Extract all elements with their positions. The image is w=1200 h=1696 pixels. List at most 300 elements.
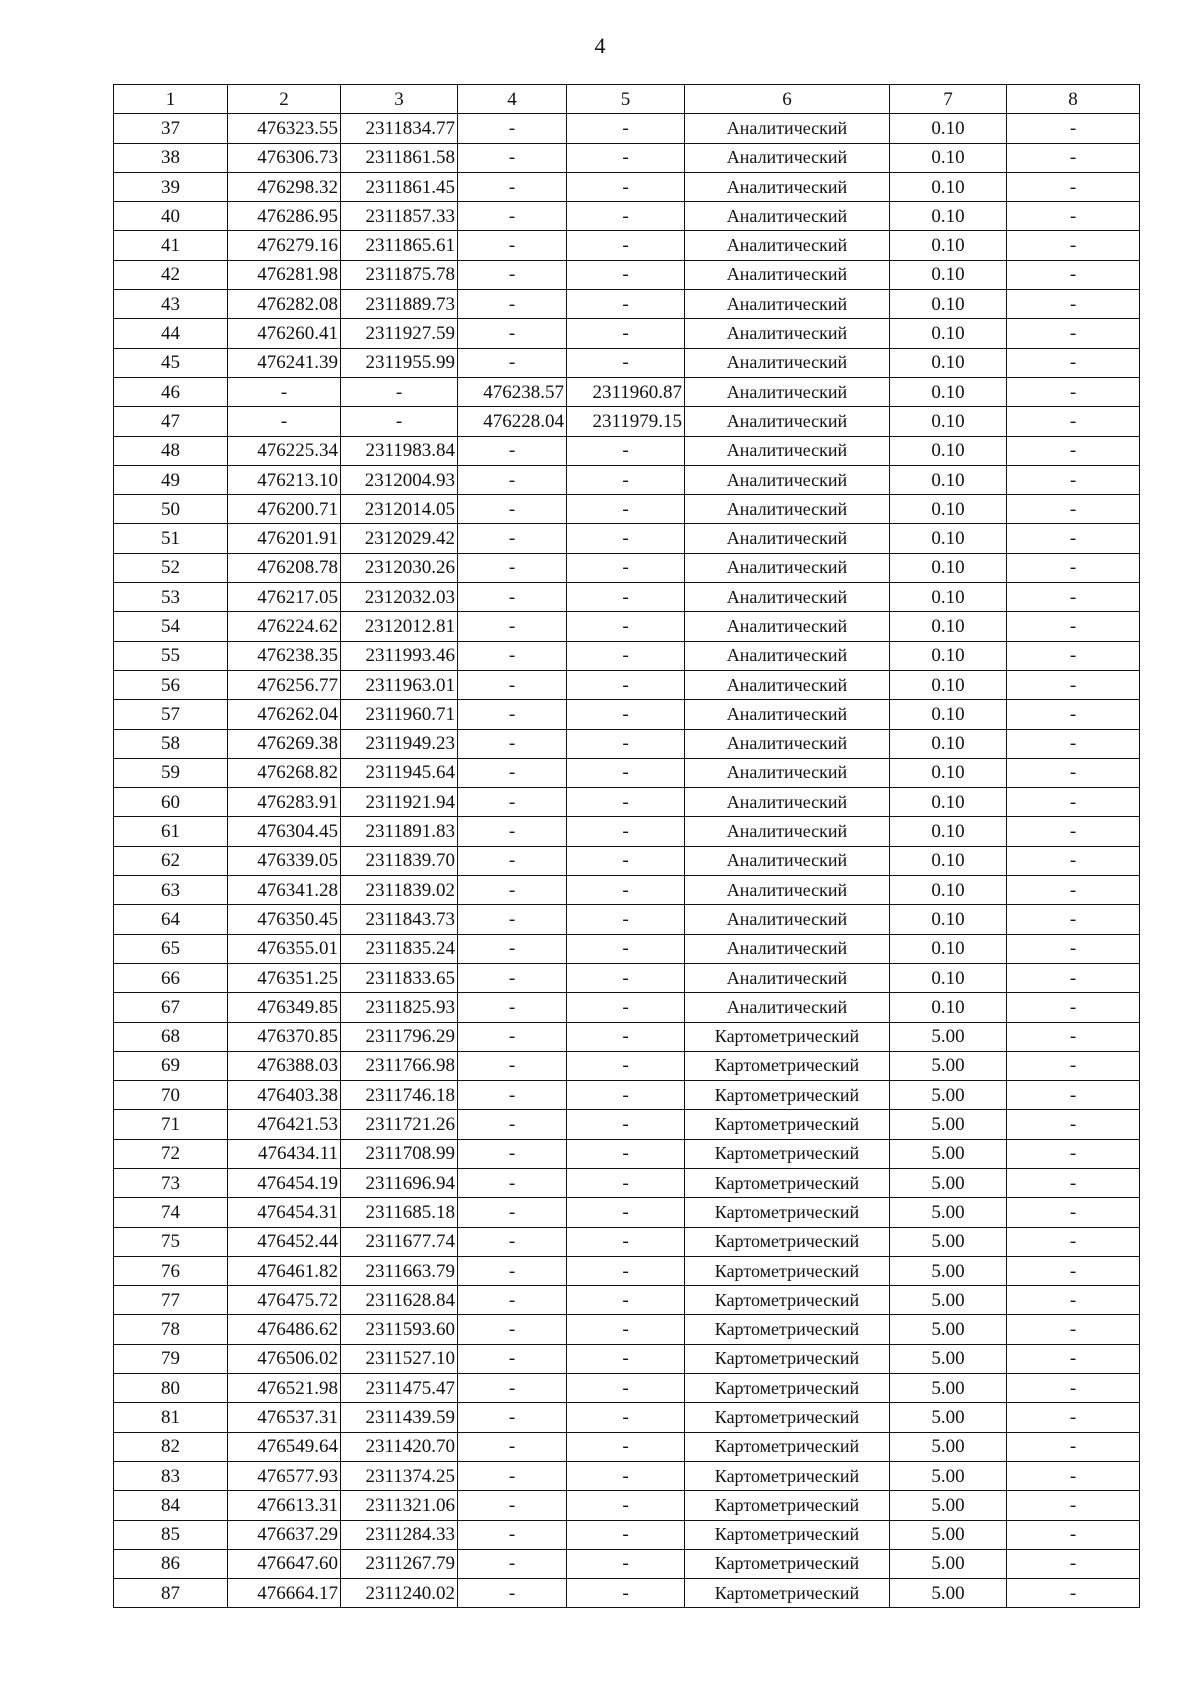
point-number-cell: 58 — [114, 729, 228, 758]
point-number-cell: 75 — [114, 1227, 228, 1256]
note-cell: - — [1007, 846, 1140, 875]
point-number-cell: 74 — [114, 1198, 228, 1227]
method-cell: Аналитический — [685, 114, 890, 143]
y-new-cell: - — [567, 172, 685, 201]
note-cell: - — [1007, 1051, 1140, 1080]
y-coordinate-cell: 2311708.99 — [341, 1139, 458, 1168]
point-number-cell: 40 — [114, 202, 228, 231]
accuracy-cell: 0.10 — [890, 583, 1007, 612]
method-cell: Аналитический — [685, 729, 890, 758]
x-new-cell: - — [458, 1579, 567, 1608]
x-new-cell: - — [458, 1403, 567, 1432]
y-new-cell: 2311960.87 — [567, 377, 685, 406]
table-row — [114, 1198, 1140, 1227]
method-cell: Аналитический — [685, 465, 890, 494]
y-coordinate-cell: 2311240.02 — [341, 1579, 458, 1608]
x-coordinate-cell: 476537.31 — [228, 1403, 341, 1432]
table-row — [114, 1256, 1140, 1285]
accuracy-cell: 5.00 — [890, 1403, 1007, 1432]
note-cell: - — [1007, 1315, 1140, 1344]
x-coordinate-cell: 476279.16 — [228, 231, 341, 260]
point-number-cell: 67 — [114, 993, 228, 1022]
x-new-cell: - — [458, 758, 567, 787]
method-cell: Аналитический — [685, 436, 890, 465]
point-number-cell: 37 — [114, 114, 228, 143]
y-new-cell: - — [567, 1286, 685, 1315]
y-new-cell: - — [567, 1051, 685, 1080]
table-row — [114, 1022, 1140, 1051]
y-coordinate-cell: 2311628.84 — [341, 1286, 458, 1315]
x-coordinate-cell: 476213.10 — [228, 465, 341, 494]
note-cell: - — [1007, 1198, 1140, 1227]
method-cell: Аналитический — [685, 934, 890, 963]
table-row — [114, 231, 1140, 260]
y-new-cell: - — [567, 231, 685, 260]
y-coordinate-cell: 2311374.25 — [341, 1461, 458, 1490]
note-cell: - — [1007, 319, 1140, 348]
table-row — [114, 436, 1140, 465]
x-new-cell: - — [458, 1461, 567, 1490]
table-row — [114, 348, 1140, 377]
table-row — [114, 172, 1140, 201]
x-coordinate-cell: 476521.98 — [228, 1374, 341, 1403]
column-header: 8 — [1007, 85, 1140, 114]
accuracy-cell: 5.00 — [890, 1315, 1007, 1344]
method-cell: Аналитический — [685, 846, 890, 875]
y-coordinate-cell: 2311945.64 — [341, 758, 458, 787]
note-cell: - — [1007, 495, 1140, 524]
column-header: 6 — [685, 85, 890, 114]
column-header: 3 — [341, 85, 458, 114]
x-coordinate-cell: 476208.78 — [228, 553, 341, 582]
method-cell: Аналитический — [685, 260, 890, 289]
method-cell: Аналитический — [685, 700, 890, 729]
table-row — [114, 1081, 1140, 1110]
x-coordinate-cell: 476388.03 — [228, 1051, 341, 1080]
y-new-cell: - — [567, 993, 685, 1022]
note-cell: - — [1007, 114, 1140, 143]
y-new-cell: - — [567, 670, 685, 699]
x-new-cell: - — [458, 729, 567, 758]
accuracy-cell: 0.10 — [890, 758, 1007, 787]
x-new-cell: - — [458, 817, 567, 846]
method-cell: Картометрический — [685, 1579, 890, 1608]
accuracy-cell: 0.10 — [890, 553, 1007, 582]
y-new-cell: - — [567, 524, 685, 553]
point-number-cell: 61 — [114, 817, 228, 846]
y-coordinate-cell: 2311721.26 — [341, 1110, 458, 1139]
method-cell: Картометрический — [685, 1081, 890, 1110]
x-new-cell: - — [458, 670, 567, 699]
x-new-cell: - — [458, 465, 567, 494]
x-coordinate-cell: 476298.32 — [228, 172, 341, 201]
x-coordinate-cell: 476454.31 — [228, 1198, 341, 1227]
y-coordinate-cell: 2311839.70 — [341, 846, 458, 875]
table-header-row — [114, 85, 1140, 114]
point-number-cell: 55 — [114, 641, 228, 670]
note-cell: - — [1007, 290, 1140, 319]
x-new-cell: - — [458, 1344, 567, 1373]
note-cell: - — [1007, 700, 1140, 729]
x-new-cell: - — [458, 202, 567, 231]
x-new-cell: - — [458, 1491, 567, 1520]
accuracy-cell: 0.10 — [890, 700, 1007, 729]
method-cell: Аналитический — [685, 817, 890, 846]
x-new-cell: - — [458, 1227, 567, 1256]
note-cell: - — [1007, 553, 1140, 582]
x-coordinate-cell: 476613.31 — [228, 1491, 341, 1520]
accuracy-cell: 0.10 — [890, 143, 1007, 172]
table-row — [114, 1491, 1140, 1520]
y-new-cell: - — [567, 729, 685, 758]
y-new-cell: - — [567, 1374, 685, 1403]
table-row — [114, 260, 1140, 289]
x-coordinate-cell: 476281.98 — [228, 260, 341, 289]
method-cell: Аналитический — [685, 641, 890, 670]
y-new-cell: - — [567, 788, 685, 817]
table-row — [114, 729, 1140, 758]
x-new-cell: - — [458, 1139, 567, 1168]
accuracy-cell: 5.00 — [890, 1286, 1007, 1315]
accuracy-cell: 0.10 — [890, 202, 1007, 231]
table-row — [114, 905, 1140, 934]
table-row — [114, 700, 1140, 729]
note-cell: - — [1007, 905, 1140, 934]
point-number-cell: 87 — [114, 1579, 228, 1608]
table-row — [114, 524, 1140, 553]
accuracy-cell: 0.10 — [890, 348, 1007, 377]
point-number-cell: 72 — [114, 1139, 228, 1168]
table-row — [114, 143, 1140, 172]
table-row — [114, 1520, 1140, 1549]
x-coordinate-cell: 476241.39 — [228, 348, 341, 377]
note-cell: - — [1007, 1579, 1140, 1608]
accuracy-cell: 5.00 — [890, 1461, 1007, 1490]
accuracy-cell: 0.10 — [890, 260, 1007, 289]
x-new-cell: - — [458, 319, 567, 348]
note-cell: - — [1007, 260, 1140, 289]
note-cell: - — [1007, 876, 1140, 905]
x-new-cell: - — [458, 934, 567, 963]
point-number-cell: 70 — [114, 1081, 228, 1110]
table-row — [114, 290, 1140, 319]
y-new-cell: - — [567, 934, 685, 963]
method-cell: Аналитический — [685, 524, 890, 553]
x-new-cell: 476238.57 — [458, 377, 567, 406]
method-cell: Картометрический — [685, 1520, 890, 1549]
note-cell: - — [1007, 436, 1140, 465]
x-coordinate-cell: 476461.82 — [228, 1256, 341, 1285]
x-new-cell: - — [458, 788, 567, 817]
method-cell: Аналитический — [685, 876, 890, 905]
y-coordinate-cell: 2311267.79 — [341, 1549, 458, 1578]
x-new-cell: - — [458, 1256, 567, 1285]
x-new-cell: - — [458, 1168, 567, 1197]
y-coordinate-cell: 2311843.73 — [341, 905, 458, 934]
method-cell: Картометрический — [685, 1227, 890, 1256]
accuracy-cell: 5.00 — [890, 1432, 1007, 1461]
y-new-cell: - — [567, 1227, 685, 1256]
x-new-cell: - — [458, 172, 567, 201]
method-cell: Картометрический — [685, 1256, 890, 1285]
accuracy-cell: 0.10 — [890, 407, 1007, 436]
method-cell: Аналитический — [685, 758, 890, 787]
method-cell: Картометрический — [685, 1051, 890, 1080]
x-new-cell: - — [458, 1374, 567, 1403]
note-cell: - — [1007, 1227, 1140, 1256]
table-row — [114, 963, 1140, 992]
x-coordinate-cell: 476664.17 — [228, 1579, 341, 1608]
point-number-cell: 65 — [114, 934, 228, 963]
x-new-cell: - — [458, 700, 567, 729]
x-coordinate-cell: 476262.04 — [228, 700, 341, 729]
y-new-cell: - — [567, 1579, 685, 1608]
table-row — [114, 612, 1140, 641]
note-cell: - — [1007, 1110, 1140, 1139]
x-new-cell: - — [458, 348, 567, 377]
point-number-cell: 39 — [114, 172, 228, 201]
x-new-cell: - — [458, 436, 567, 465]
table-row — [114, 876, 1140, 905]
y-coordinate-cell: 2312012.81 — [341, 612, 458, 641]
x-coordinate-cell: 476304.45 — [228, 817, 341, 846]
note-cell: - — [1007, 1139, 1140, 1168]
point-number-cell: 51 — [114, 524, 228, 553]
note-cell: - — [1007, 377, 1140, 406]
note-cell: - — [1007, 1549, 1140, 1578]
y-new-cell: - — [567, 1315, 685, 1344]
x-coordinate-cell: 476341.28 — [228, 876, 341, 905]
x-new-cell: - — [458, 1110, 567, 1139]
y-new-cell: - — [567, 641, 685, 670]
point-number-cell: 45 — [114, 348, 228, 377]
y-coordinate-cell: 2311955.99 — [341, 348, 458, 377]
x-coordinate-cell: 476306.73 — [228, 143, 341, 172]
table-row — [114, 670, 1140, 699]
point-number-cell: 48 — [114, 436, 228, 465]
method-cell: Картометрический — [685, 1168, 890, 1197]
table-row — [114, 758, 1140, 787]
y-new-cell: - — [567, 114, 685, 143]
y-coordinate-cell: - — [341, 377, 458, 406]
point-number-cell: 71 — [114, 1110, 228, 1139]
point-number-cell: 83 — [114, 1461, 228, 1490]
x-coordinate-cell: 476268.82 — [228, 758, 341, 787]
point-number-cell: 47 — [114, 407, 228, 436]
point-number-cell: 54 — [114, 612, 228, 641]
x-new-cell: - — [458, 846, 567, 875]
column-header: 1 — [114, 85, 228, 114]
note-cell: - — [1007, 1374, 1140, 1403]
point-number-cell: 66 — [114, 963, 228, 992]
table-row — [114, 114, 1140, 143]
point-number-cell: 56 — [114, 670, 228, 699]
table-row — [114, 1374, 1140, 1403]
accuracy-cell: 0.10 — [890, 524, 1007, 553]
method-cell: Картометрический — [685, 1461, 890, 1490]
note-cell: - — [1007, 1403, 1140, 1432]
point-number-cell: 50 — [114, 495, 228, 524]
x-coordinate-cell: 476434.11 — [228, 1139, 341, 1168]
table-row — [114, 202, 1140, 231]
y-coordinate-cell: 2311475.47 — [341, 1374, 458, 1403]
table-row — [114, 993, 1140, 1022]
x-new-cell: - — [458, 1022, 567, 1051]
x-new-cell: - — [458, 1315, 567, 1344]
y-new-cell: - — [567, 202, 685, 231]
method-cell: Аналитический — [685, 963, 890, 992]
table-row — [114, 1286, 1140, 1315]
accuracy-cell: 0.10 — [890, 817, 1007, 846]
table-row — [114, 1315, 1140, 1344]
x-coordinate-cell: 476256.77 — [228, 670, 341, 699]
note-cell: - — [1007, 407, 1140, 436]
accuracy-cell: 0.10 — [890, 319, 1007, 348]
note-cell: - — [1007, 963, 1140, 992]
point-number-cell: 43 — [114, 290, 228, 319]
accuracy-cell: 5.00 — [890, 1110, 1007, 1139]
accuracy-cell: 0.10 — [890, 876, 1007, 905]
y-coordinate-cell: 2311321.06 — [341, 1491, 458, 1520]
table-row — [114, 465, 1140, 494]
y-coordinate-cell: 2311835.24 — [341, 934, 458, 963]
y-coordinate-cell: 2311949.23 — [341, 729, 458, 758]
x-coordinate-cell: 476225.34 — [228, 436, 341, 465]
note-cell: - — [1007, 1344, 1140, 1373]
x-coordinate-cell: 476238.35 — [228, 641, 341, 670]
x-coordinate-cell: 476339.05 — [228, 846, 341, 875]
note-cell: - — [1007, 1491, 1140, 1520]
method-cell: Аналитический — [685, 788, 890, 817]
point-number-cell: 69 — [114, 1051, 228, 1080]
method-cell: Аналитический — [685, 172, 890, 201]
y-new-cell: - — [567, 260, 685, 289]
note-cell: - — [1007, 348, 1140, 377]
accuracy-cell: 0.10 — [890, 788, 1007, 817]
y-new-cell: - — [567, 436, 685, 465]
point-number-cell: 42 — [114, 260, 228, 289]
x-coordinate-cell: 476350.45 — [228, 905, 341, 934]
y-new-cell: - — [567, 1110, 685, 1139]
x-new-cell: - — [458, 963, 567, 992]
x-new-cell: - — [458, 114, 567, 143]
y-new-cell: - — [567, 1198, 685, 1227]
x-new-cell: 476228.04 — [458, 407, 567, 436]
x-coordinate-cell: 476200.71 — [228, 495, 341, 524]
y-new-cell: - — [567, 143, 685, 172]
x-new-cell: - — [458, 143, 567, 172]
y-coordinate-cell: 2311685.18 — [341, 1198, 458, 1227]
y-new-cell: - — [567, 290, 685, 319]
method-cell: Аналитический — [685, 202, 890, 231]
table-row — [114, 1579, 1140, 1608]
accuracy-cell: 0.10 — [890, 436, 1007, 465]
method-cell: Картометрический — [685, 1022, 890, 1051]
table-row — [114, 553, 1140, 582]
y-coordinate-cell: 2311746.18 — [341, 1081, 458, 1110]
y-coordinate-cell: 2312029.42 — [341, 524, 458, 553]
x-coordinate-cell: 476355.01 — [228, 934, 341, 963]
x-new-cell: - — [458, 641, 567, 670]
x-new-cell: - — [458, 1081, 567, 1110]
y-coordinate-cell: 2311861.45 — [341, 172, 458, 201]
y-coordinate-cell: 2311921.94 — [341, 788, 458, 817]
y-new-cell: - — [567, 465, 685, 494]
column-header: 2 — [228, 85, 341, 114]
x-new-cell: - — [458, 231, 567, 260]
accuracy-cell: 5.00 — [890, 1198, 1007, 1227]
accuracy-cell: 0.10 — [890, 993, 1007, 1022]
accuracy-cell: 0.10 — [890, 231, 1007, 260]
note-cell: - — [1007, 465, 1140, 494]
method-cell: Аналитический — [685, 612, 890, 641]
accuracy-cell: 0.10 — [890, 612, 1007, 641]
method-cell: Аналитический — [685, 348, 890, 377]
table-row — [114, 1051, 1140, 1080]
y-new-cell: - — [567, 1344, 685, 1373]
point-number-cell: 77 — [114, 1286, 228, 1315]
coordinates-table — [113, 84, 1140, 1608]
y-coordinate-cell: 2311889.73 — [341, 290, 458, 319]
note-cell: - — [1007, 729, 1140, 758]
note-cell: - — [1007, 202, 1140, 231]
y-new-cell: - — [567, 583, 685, 612]
note-cell: - — [1007, 172, 1140, 201]
x-new-cell: - — [458, 260, 567, 289]
x-coordinate-cell: 476349.85 — [228, 993, 341, 1022]
method-cell: Аналитический — [685, 670, 890, 699]
method-cell: Картометрический — [685, 1286, 890, 1315]
y-coordinate-cell: 2311833.65 — [341, 963, 458, 992]
note-cell: - — [1007, 670, 1140, 699]
point-number-cell: 85 — [114, 1520, 228, 1549]
y-coordinate-cell: 2312014.05 — [341, 495, 458, 524]
note-cell: - — [1007, 934, 1140, 963]
y-coordinate-cell: 2311766.98 — [341, 1051, 458, 1080]
y-coordinate-cell: 2311983.84 — [341, 436, 458, 465]
y-coordinate-cell: 2311839.02 — [341, 876, 458, 905]
y-coordinate-cell: 2312030.26 — [341, 553, 458, 582]
y-new-cell: - — [567, 1256, 685, 1285]
accuracy-cell: 0.10 — [890, 963, 1007, 992]
x-coordinate-cell: 476454.19 — [228, 1168, 341, 1197]
column-header: 4 — [458, 85, 567, 114]
note-cell: - — [1007, 612, 1140, 641]
y-new-cell: - — [567, 495, 685, 524]
column-header: 7 — [890, 85, 1007, 114]
accuracy-cell: 0.10 — [890, 172, 1007, 201]
accuracy-cell: 5.00 — [890, 1256, 1007, 1285]
x-coordinate-cell: 476452.44 — [228, 1227, 341, 1256]
note-cell: - — [1007, 1256, 1140, 1285]
point-number-cell: 76 — [114, 1256, 228, 1285]
y-coordinate-cell: 2311834.77 — [341, 114, 458, 143]
x-new-cell: - — [458, 553, 567, 582]
y-coordinate-cell: 2311439.59 — [341, 1403, 458, 1432]
accuracy-cell: 0.10 — [890, 114, 1007, 143]
table-row — [114, 377, 1140, 406]
point-number-cell: 68 — [114, 1022, 228, 1051]
point-number-cell: 52 — [114, 553, 228, 582]
point-number-cell: 73 — [114, 1168, 228, 1197]
note-cell: - — [1007, 1286, 1140, 1315]
point-number-cell: 78 — [114, 1315, 228, 1344]
point-number-cell: 84 — [114, 1491, 228, 1520]
x-new-cell: - — [458, 583, 567, 612]
y-coordinate-cell: 2311663.79 — [341, 1256, 458, 1285]
table-row — [114, 1549, 1140, 1578]
x-coordinate-cell: 476286.95 — [228, 202, 341, 231]
